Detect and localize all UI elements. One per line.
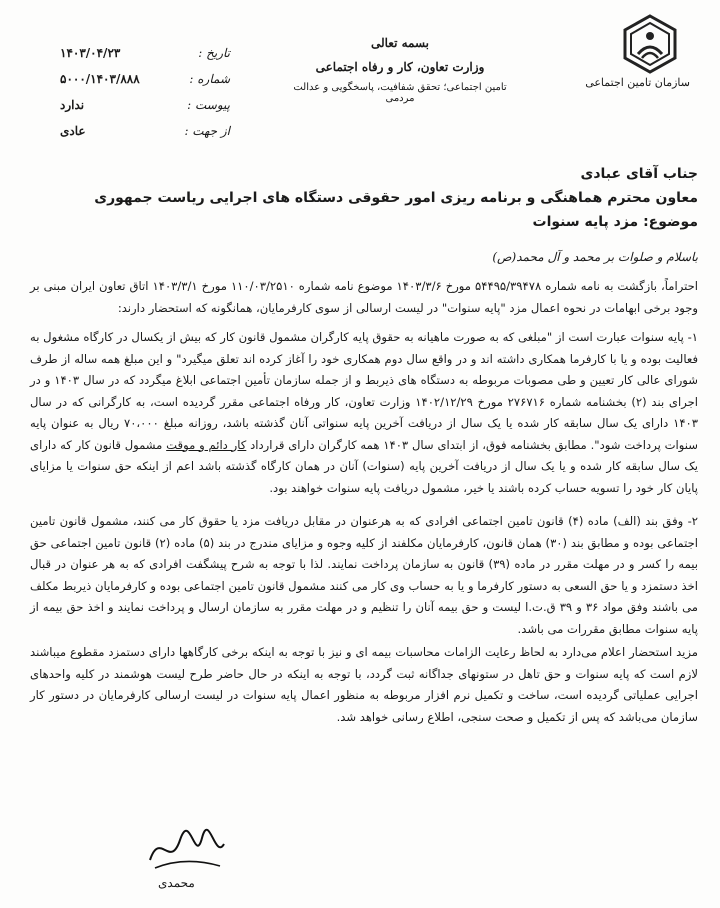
organization-logo [585, 14, 690, 89]
meta-label: از جهت : [184, 124, 230, 138]
meta-value: ۱۴۰۳/۰۴/۲۳ [60, 46, 121, 60]
meta-urgency [60, 118, 230, 144]
meta-date [60, 40, 230, 66]
tamin-logo-icon [620, 14, 680, 74]
bismillah: بسمه تعالی [370, 36, 430, 50]
meta-label: پیوست : [187, 98, 230, 112]
letter-meta [60, 40, 230, 144]
letterhead [280, 36, 520, 104]
paragraph-intro: احتراماً، بازگشت به نامه شماره ۵۴۴۹۵/۳۹۴۷۸ مورخ ۱۴۰۳/۳/۶ موضوع نامه شماره ۱۱۰/۰۳/۲۵۱۰ مورخ ۱۴۰۳/۳/۱ اتاق تعاون ایران مبنی بر وجود برخی ابهامات در نحوه اعمال مزد "پایه سنوات" در لیست ارسالی از سوی کارفرمایان، همانگونه که استحضار دارند: [30, 279, 699, 315]
signature-block [140, 820, 230, 900]
ministry-name: وزارت تعاون، کار و رفاه اجتماعی [315, 60, 485, 74]
handwritten-signature-icon [140, 820, 230, 880]
meta-attachment [60, 92, 230, 118]
organization-name: سازمان تامین اجتماعی [585, 76, 690, 89]
meta-label: تاریخ : [198, 46, 230, 60]
paragraph-1-text-a: ۱- پایه سنوات عبارت است از "مبلغی که به صورت ماهیانه به حقوق پایه کارگران مشمول قانون کار که بیش از یکسال در کارگاه مشغول به فعالیت بوده و یا با کارفرما همکاری داشته اند و در واقع سال دوم همکاری خود را آغاز کرده اند تعلق میگیرد" و این مبلغ همه ساله از طرف شورای عالی کار تعیین و طی مصوبات مربوطه به دستگاه های ذیربط و از جمله سازمان تأمین اجتماعی ابلاغ میگردد که در سال ۱۴۰۳ و در اجرای بند (۲) بخشنامه شماره ۲۷۶۷۱۶ مورخ ۱۴۰۲/۱۲/۲۹ وزارت تعاون، کار ورفاه اجتماعی مقرر گردیده است، به کارگرانی که در سال ۱۴۰۳ دارای یک سال سابقه کار شده یا یک سال از دریافت آخرین پایه سنواتی آنان گذشته باشد، روزانه مبلغ ۷۰،۰۰۰ ریال به عنوان پایه سنوات پرداخت شود". مطابق بخشنامه فوق، از ابتدای سال ۱۴۰۳ همه کارگران دارای قرارداد [30, 330, 699, 452]
signatory-name: محمدی [158, 876, 195, 890]
paragraph-2: ۲- وفق بند (الف) ماده (۴) قانون تامین اجتماعی افرادی که به هرعنوان در مقابل دریافت مزد یا حقوق کار می کنند، مشمول قانون تامین اجتماعی بوده و مطابق بند (۳۰) همان قانون، کارفرمایان مکلفند از کلیه وجوه و مزایای مندرج در بند (۵) ماده (۲) قانون تامین اجتماعی حق بیمه را کسر و در مهلت مقرر در ماده (۳۹) قانون به سازمان پرداخت نمایند. لذا با توجه به شرح پیشگفت افرادی که به هر عنوان در قبال اخذ دستمزد و یا حق السعی به دستور کارفرما و یا به حساب وی کار می کنند مشمول قانون تامین اجتماعی بوده و کارفرمایان ذیربط مکلف می باشند وفق مواد ۳۶ و ۳۹ ق.ت.ا لیست و حق بیمه آنان را تنظیم و در مهلت مقرر به سازمان ارسال و پرداخت نمایند و اخذ حق بیمه از پایه سنوات مطابق مقررات می باشد. [30, 514, 698, 636]
meta-value: ندارد [60, 98, 85, 112]
tagline: تامین اجتماعی؛ تحقق شفافیت، پاسخگویی و عدالت مردمی [293, 82, 507, 104]
paragraph-1 [30, 327, 698, 499]
paragraph-1-text-b: مشمول قانون کار که دارای یک سال سابقه کار شده و یا یک سال از دریافت آخرین پایه (سنوات) آنان در همان کارگاه گذشته باشد اعم از اینکه حق سنوات یا مزایای پایان کار خود را تسویه حساب کرده باشند یا خیر، مشمول دریافت پایه سنوات خواهند بود. [30, 437, 698, 495]
meta-label: شماره : [189, 72, 230, 86]
meta-number [60, 66, 230, 92]
meta-value: ۵۰۰۰/۱۴۰۳/۸۸۸ [60, 72, 140, 86]
letter-subject: موضوع: مزد پایه سنوات [532, 214, 698, 230]
addressee-name: جناب آقای عبادی [580, 166, 698, 182]
greeting: باسلام و صلوات بر محمد و آل محمد(ص) [492, 250, 698, 264]
meta-value: عادی [60, 124, 86, 138]
letter-body [30, 162, 698, 728]
addressee-title: معاون محترم هماهنگی و برنامه ریزی امور حقوقی دستگاه های اجرایی ریاست جمهوری [94, 190, 698, 206]
paragraph-1-underlined: کار دائم و موقت [166, 437, 247, 452]
paragraph-3: مزید استحضار اعلام می‌دارد به لحاظ رعایت الزامات محاسبات بیمه ای و نیز با توجه به اینکه برخی کارگاهها دارای دستمزد مقطوع میباشند لازم است که پایه سنوات و حق تاهل در ستونهای جداگانه ثبت گردد، با توجه به اینکه در حال حاضر طرح لیست هوشمند در کلیه واحدهای اجرایی عملیاتی گردیده است، ساخت و تکمیل نرم افزار مربوطه به منظور اعمال پایه سنوات در لیست ارسالی کارفرمایان در دستور کار سازمان می‌باشد که پس از تکمیل و صحت سنجی، اطلاع رسانی خواهد شد. [30, 645, 698, 724]
